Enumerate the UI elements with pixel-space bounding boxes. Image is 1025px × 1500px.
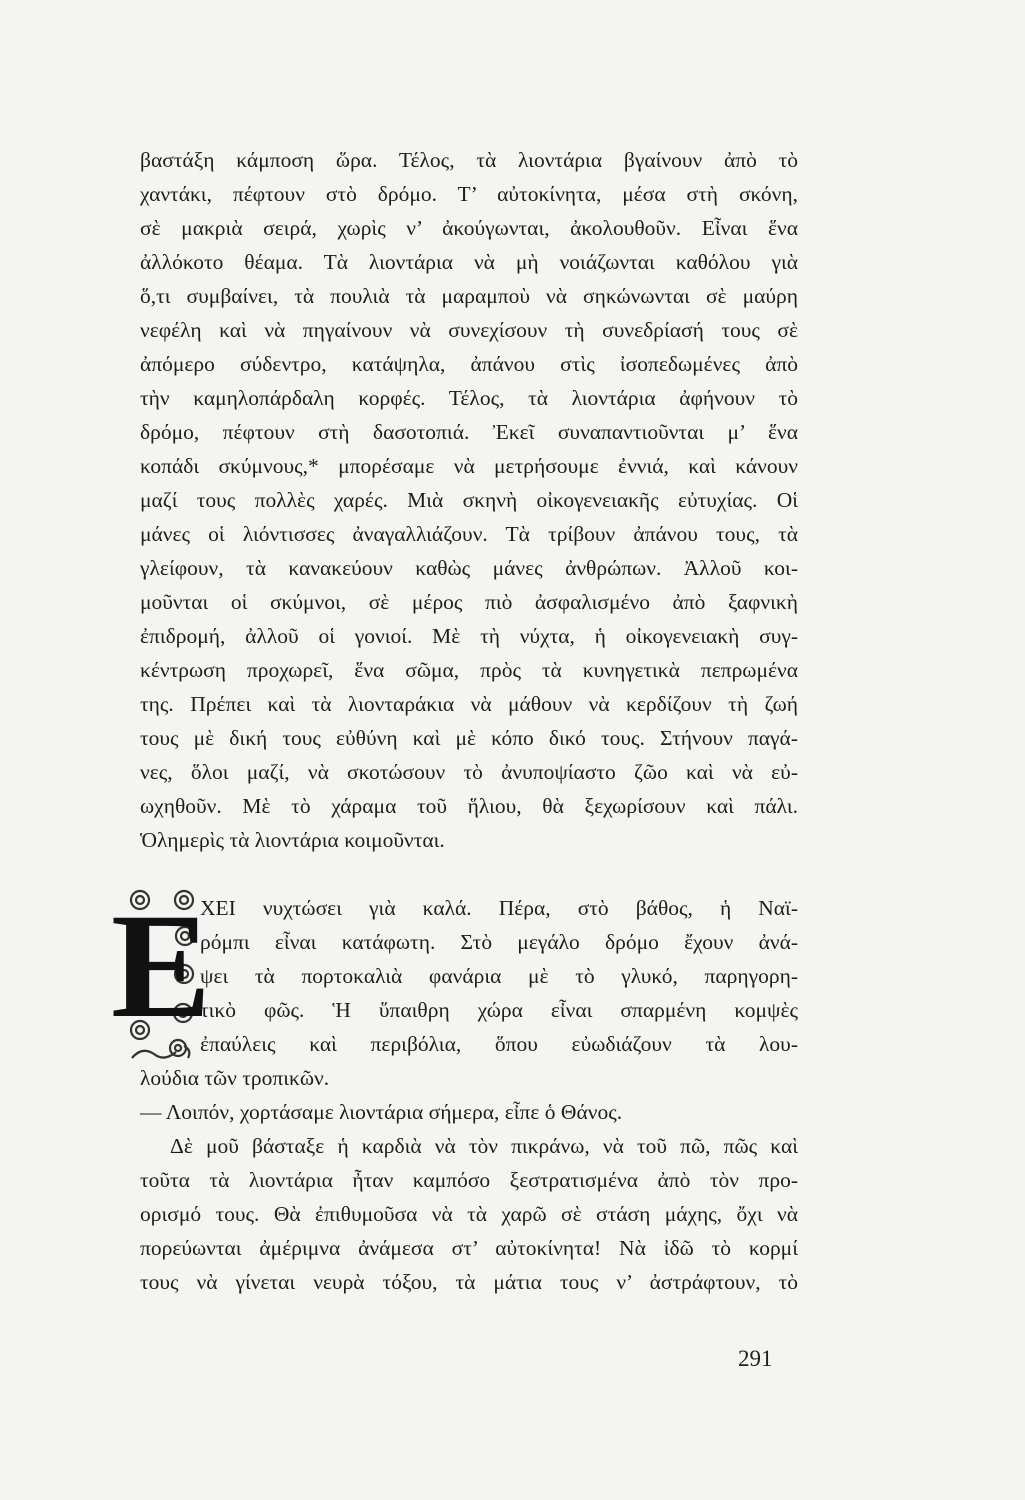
text-line: βαστάξη κάμποση ὥρα. Τέλος, τὰ λιοντάρια βγαίνουν ἀπὸ τὸ	[140, 148, 798, 172]
paragraph-gap	[140, 857, 798, 891]
page-body-text	[140, 143, 798, 1299]
text-line: μοῦνται οἱ σκύμνοι, σὲ μέρος πιὸ ἀσφαλισμένο ἀπὸ ξαφνικὴ	[140, 590, 798, 614]
text-line: κέντρωση προχωρεῖ, ἕνα σῶμα, πρὸς τὰ κυνηγετικὰ πεπρωμένα	[140, 658, 798, 682]
svg-text:Ε: Ε	[110, 883, 212, 1049]
paragraph-p2	[140, 891, 798, 1095]
text-line: ΧΕΙ νυχτώσει γιὰ καλά. Πέρα, στὸ βάθος, ἡ Ναϊ-	[200, 896, 798, 920]
paragraph-p3	[140, 1095, 798, 1129]
text-line: της. Πρέπει καὶ τὰ λιονταράκια νὰ μάθουν νὰ κερδίζουν τὴ ζωή	[140, 692, 798, 716]
text-line: κοπάδι σκύμνους,* μπορέσαμε νὰ μετρήσουμε ἐννιά, καὶ κάνουν	[140, 454, 798, 478]
text-line: τοῦτα τὰ λιοντάρια ἦταν καμπόσο ξεστρατισμένα ἀπὸ τὸν προ-	[140, 1168, 798, 1192]
text-line: ωχηθοῦν. Μὲ τὸ χάραμα τοῦ ἥλιου, θὰ ξεχωρίσουν καὶ πάλι.	[140, 794, 798, 818]
text-line: σὲ μακριὰ σειρά, χωρὶς ν’ ἀκούγωνται, ἀκολουθοῦν. Εἶναι ἕνα	[140, 216, 798, 240]
text-line: πορεύωνται ἀμέριμνα ἀνάμεσα στ’ αὐτοκίνητα! Νὰ ἰδῶ τὸ κορμί	[140, 1236, 798, 1260]
text-line: Δὲ μοῦ βάσταξε ἡ καρδιὰ νὰ τὸν πικράνω, νὰ τοῦ πῶ, πῶς καὶ	[170, 1134, 798, 1158]
paragraph-p4	[140, 1129, 798, 1299]
text-line: τους νὰ γίνεται νευρὰ τόξου, τὰ μάτια τους ν’ ἀστράφτουν, τὸ	[140, 1270, 798, 1294]
text-line: νεφέλη καὶ νὰ πηγαίνουν νὰ συνεχίσουν τὴ συνεδρίασή τους σὲ	[140, 318, 798, 342]
text-line: γλείφουν, τὰ κανακεύουν καθὼς μάνες ἀνθρώπων. Ἀλλοῦ κοι-	[140, 556, 798, 580]
text-line: ψει τὰ πορτοκαλιὰ φανάρια μὲ τὸ γλυκό, παρηγορη-	[200, 964, 798, 988]
text-line: ρόμπι εἶναι κατάφωτη. Στὸ μεγάλο δρόμο ἔχουν ἀνά-	[200, 930, 798, 954]
text-line: Ὁλημερὶς τὰ λιοντάρια κοιμοῦνται.	[140, 828, 445, 852]
text-line: δρόμο, πέφτουν στὴ δασοτοπιά. Ἐκεῖ συναπαντιοῦνται μ’ ἕνα	[140, 420, 798, 444]
text-line: τους μὲ δική τους εὐθύνη καὶ μὲ κόπο δικό τους. Στήνουν παγά-	[140, 726, 798, 750]
paragraph-p1	[140, 143, 798, 857]
text-line: τὴν καμηλοπάρδαλη κορφές. Τέλος, τὰ λιοντάρια ἀφήνουν τὸ	[140, 386, 798, 410]
text-line: ἀλλόκοτο θέαμα. Τὰ λιοντάρια νὰ μὴ νοιάζωνται καθόλου γιὰ	[140, 250, 798, 274]
text-line: λούδια τῶν τροπικῶν.	[140, 1066, 330, 1090]
text-line: χαντάκι, πέφτουν στὸ δρόμο. Τ’ αὐτοκίνητα, μέσα στὴ σκόνη,	[140, 182, 798, 206]
text-line: ὅ,τι συμβαίνει, τὰ πουλιὰ τὰ μαραμποὺ νὰ σηκώνωνται σὲ μαύρη	[140, 284, 798, 308]
text-line: ορισμό τους. Θὰ ἐπιθυμοῦσα νὰ τὰ χαρῶ σὲ στάση μάχης, ὄχι νὰ	[140, 1202, 798, 1226]
text-line: νες, ὅλοι μαζί, νὰ σκοτώσουν τὸ ἀνυποψίαστο ζῶο καὶ νὰ εὐ-	[140, 760, 798, 784]
text-line: ἀπόμερο σύδεντρο, κατάψηλα, ἀπάνου στὶς ἰσοπεδωμένες ἀπὸ	[140, 352, 798, 376]
text-line: ἐπιδρομή, ἀλλοῦ οἱ γονιοί. Μὲ τὴ νύχτα, ἡ οἰκογενειακὴ συγ-	[140, 624, 798, 648]
text-line: ἐπαύλεις καὶ περιβόλια, ὅπου εὐωδιάζουν τὰ λου-	[200, 1032, 798, 1056]
text-line: μαζί τους πολλὲς χαρές. Μιὰ σκηνὴ οἰκογενειακῆς εὐτυχίας. Οἱ	[140, 488, 798, 512]
text-line: μάνες οἱ λιόντισσες ἀναγαλλιάζουν. Τὰ τρίβουν ἀπάνου τους, τὰ	[140, 522, 798, 546]
page-number: 291	[738, 1346, 773, 1371]
text-line: τικὸ φῶς. Ἡ ὕπαιθρη χώρα εἶναι σπαρμένη κομψὲς	[200, 998, 798, 1022]
text-line: — Λοιπόν, χορτάσαμε λιοντάρια σήμερα, εἶπε ὁ Θάνος.	[140, 1100, 623, 1124]
